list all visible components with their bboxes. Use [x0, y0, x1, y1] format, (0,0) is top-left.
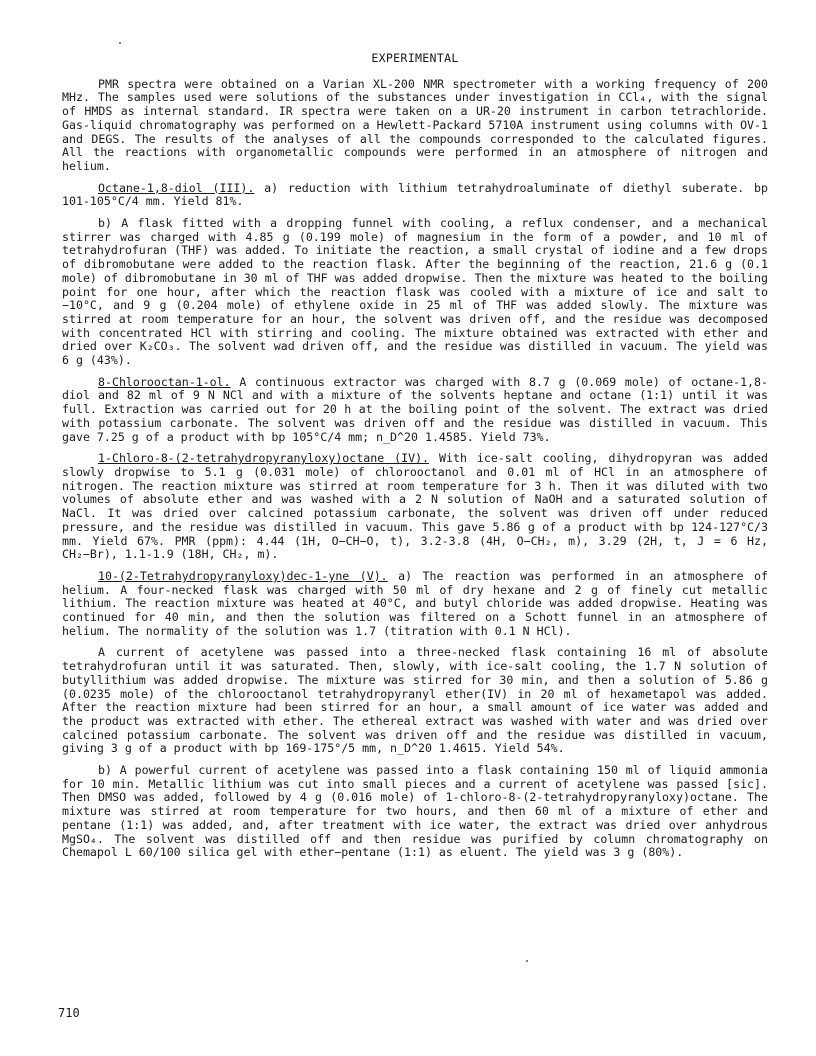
paragraph-text: A current of acetylene was passed into a three-necked flask containing 16 ml of absolute tetrahydrofuran until it was saturated. Then, slowly, with ice-salt cooling, the 1.7 N solution of butyllithium was added dropwise. The mixture was stirred for 30 min, and then a solution of 5.86 g (0.0235 mole) of the chlorooctanol tetrahydropyranyl ether(IV) in 20 ml of hexametapol was added. After the reaction mixture had been stirred for an hour, a small amount of ice water was added and the product was extracted with ether. The ethereal extract was washed with water and was dried over calcined potassium carbonate. The solvent was driven off and the residue was distilled in vacuum, giving 3 g of a product with bp 169-175°/5 mm, n_D^20 1.4615. Yield 54%. [62, 645, 768, 756]
paragraph-decyne [62, 570, 768, 639]
paragraph-grignard [62, 217, 768, 368]
paragraph-text: a) reduction with lithium tetrahydroaluminate of diethyl suberate. bp 101-105°C/4 mm. Yield 81%. [62, 180, 768, 209]
paragraph-instrumentation [62, 78, 768, 174]
paper-page [62, 52, 768, 868]
paragraph-text: b) A powerful current of acetylene was passed into a flask containing 150 ml of liquid ammonia for 10 min. Metallic lithium was cut into small pieces and a current of acetylene was passed [sic]. Then DMSO was added, followed by 4 g (0.016 mole) of 1-chloro-8-(2-tetrahydropyranyloxy)octane. The mixture was stirred at room temperature for two hours, and then 60 ml of a mixture of ether and pentane (1:1) was added, and, after treatment with ice water, the extract was dried over anhydrous MgSO₄. The solvent was distilled off and then residue was purified by column chromatography on Chemapol L 60/100 silica gel with ether−pentane (1:1) as eluent. The yield was 3 g (80%). [62, 763, 768, 860]
compound-label: 8-Chlorooctan-1-ol. [98, 374, 231, 389]
paragraph-text: A continuous extractor was charged with 8.7 g (0.069 mole) of octane-1,8-diol and 82 ml of 9 N NCl and with a mixture of the solvents heptane and octane (1:1) until it was full. Extraction was carried out for 20 h at the boiling point of the solvent. The extract was dried with potassium carbonate. The solvent was driven off and the residue was distilled in vacuum. This gave 7.25 g of a product with bp 105°C/4 mm; n_D^20 1.4585. Yield 73%. [62, 374, 768, 444]
page-number: 710 [58, 1006, 80, 1020]
paragraph-thp-ether [62, 452, 768, 562]
compound-label: 1-Chloro-8-(2-tetrahydropyranyloxy)octane (IV). [98, 451, 430, 466]
speck-mark [526, 960, 528, 962]
paragraph-acetylene-ammonia [62, 764, 768, 860]
compound-label: Octane-1,8-diol (III). [98, 180, 255, 195]
paragraph-acetylene-thf [62, 646, 768, 756]
paragraph-text: With ice-salt cooling, dihydropyran was added slowly dropwise to 5.1 g (0.031 mole) of chlorooctanol and 0.01 ml of HCl in an atmosphere of nitrogen. The reaction mixture was stirred at room temperature for 3 h. Then it was diluted with two volumes of absolute ether and was washed with a 2 N solution of NaOH and a saturated solution of NaCl. It was dried over calcined potassium carbonate, the solvent was driven off under reduced pressure, and the residue was distilled in vacuum. This gave 5.86 g of a product with bp 124-127°C/3 mm. Yield 67%. PMR (ppm): 4.44 (1H, O−CH−O, t), 3.2-3.8 (4H, O−CH₂, m), 3.29 (2H, t, J = 6 Hz, CH₂−Br), 1.1-1.9 (18H, CH₂, m). [62, 451, 768, 562]
paragraph-text: a) The reaction was performed in an atmosphere of helium. A four-necked flask was charged with 50 ml of dry hexane and 2 g of finely cut metallic lithium. The reaction mixture was heated at 40°C, and butyl chloride was added dropwise. Heating was continued for 40 min, and then the solution was filtered on a Schott funnel in an atmosphere of helium. The normality of the solution was 1.7 (titration with 0.1 N HCl). [62, 568, 768, 638]
section-heading: EXPERIMENTAL [371, 51, 459, 65]
paragraph-text: PMR spectra were obtained on a Varian XL-200 NMR spectrometer with a working frequency of 200 MHz. The samples used were solutions of the substances under investigation in CCl₄, with the signal of HMDS as internal standard. IR spectra were taken on a UR-20 instrument in carbon tetrachloride. Gas-liquid chromatography was performed on a Hewlett-Packard 5710A instrument using columns with OV-1 and DEGS. The results of the analyses of all the compounds corresponded to the calculated figures. All the reactions with organometallic compounds were performed in an atmosphere of nitrogen and helium. [62, 76, 768, 173]
paragraph-text: b) A flask fitted with a dropping funnel with cooling, a reflux condenser, and a mechanical stirrer was charged with 4.85 g (0.199 mole) of magnesium in the form of a powder, and 10 ml of tetrahydrofuran (THF) was added. To initiate the reaction, a small crystal of iodine and a few drops of dibromobutane were added to the reaction flask. After the beginning of the reaction, 21.6 g (0.1 mole) of dibromobutane in 30 ml of THF was added dropwise. Then the mixture was heated to the boiling point for one hour, after which the reaction flask was cooled with a mixture of ice and salt to −10°C, and 9 g (0.204 mole) of ethylene oxide in 25 ml of THF was added slowly. The mixture was stirred at room temperature for an hour, the solvent was driven off, and the residue was decomposed with concentrated HCl with stirring and cooling. The mixture obtained was extracted with ether and dried over K₂CO₃. The solvent wad driven off, and the residue was distilled in vacuum. The yield was 6 g (43%). [62, 216, 768, 368]
paragraph-chlorooctanol [62, 376, 768, 445]
compound-label: 10-(2-Tetrahydropyranyloxy)dec-1-yne (V). [98, 568, 388, 583]
paragraph-octanediol [62, 182, 768, 209]
speck-mark [119, 42, 121, 44]
